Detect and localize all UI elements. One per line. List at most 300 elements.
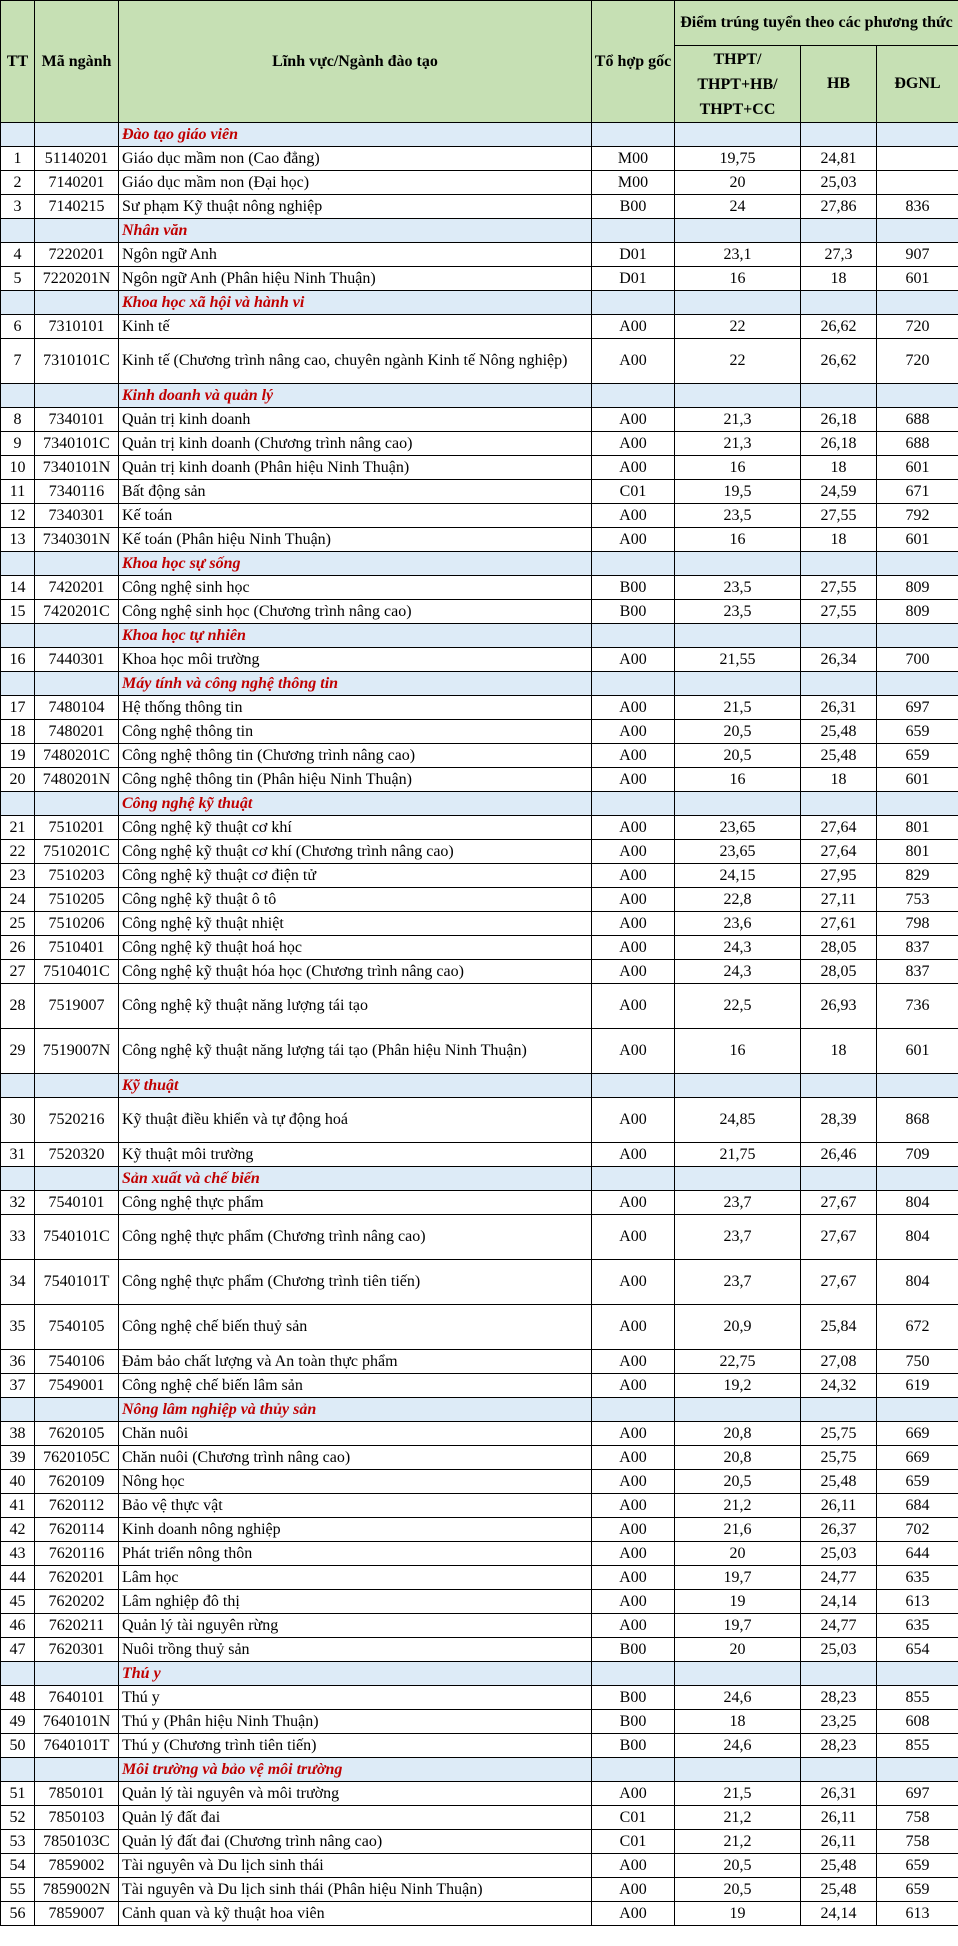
cell-tt: 14 [1,576,35,600]
cell-tt: 6 [1,315,35,339]
cell-tt: 52 [1,1806,35,1830]
table-row [1,1710,958,1734]
table-row [1,1734,958,1758]
cell-name: Tài nguyên và Du lịch sinh thái [119,1854,592,1878]
cell-hb: 27,86 [801,195,877,219]
cell-name: Quản lý đất đai [119,1806,592,1830]
cell-name: Kinh tế [119,315,592,339]
cell-hb: 27,64 [801,816,877,840]
cell-tt: 3 [1,195,35,219]
cell-dgnl: 804 [877,1260,958,1305]
cell-hb: 26,18 [801,432,877,456]
cell-thpt: 23,1 [675,243,801,267]
cell-dgnl: 613 [877,1590,958,1614]
group-empty-cell [675,624,801,648]
cell-combo: A00 [592,1350,675,1374]
table-row [1,1590,958,1614]
cell-thpt: 19 [675,1590,801,1614]
cell-name: Quản lý tài nguyên rừng [119,1614,592,1638]
cell-name: Quản trị kinh doanh (Phân hiệu Ninh Thuận) [119,456,592,480]
cell-dgnl: 601 [877,267,958,291]
cell-combo: A00 [592,315,675,339]
cell-hb: 24,32 [801,1374,877,1398]
cell-hb: 28,05 [801,936,877,960]
cell-thpt: 20,5 [675,1854,801,1878]
cell-thpt: 23,5 [675,600,801,624]
cell-dgnl [877,171,958,195]
table-row [1,1614,958,1638]
cell-code: 7520320 [35,1143,119,1167]
group-empty-cell [35,1662,119,1686]
cell-thpt: 16 [675,267,801,291]
cell-name: Đảm bảo chất lượng và An toàn thực phẩm [119,1350,592,1374]
cell-code: 7620301 [35,1638,119,1662]
cell-thpt: 24,6 [675,1686,801,1710]
cell-hb: 26,18 [801,408,877,432]
group-empty-cell [877,552,958,576]
cell-thpt: 20,5 [675,720,801,744]
table-row [1,696,958,720]
cell-thpt: 24,3 [675,936,801,960]
cell-name: Công nghệ kỹ thuật cơ khí (Chương trình nâng cao) [119,840,592,864]
cell-name: Công nghệ kỹ thuật năng lượng tái tạo [119,984,592,1029]
cell-dgnl: 907 [877,243,958,267]
cell-tt: 33 [1,1215,35,1260]
group-title: Nông lâm nghiệp và thủy sản [119,1398,592,1422]
cell-code: 7480201C [35,744,119,768]
cell-hb: 28,23 [801,1686,877,1710]
cell-dgnl: 659 [877,1470,958,1494]
cell-name: Công nghệ thực phẩm [119,1191,592,1215]
group-empty-cell [877,792,958,816]
group-empty-cell [675,672,801,696]
table-row [1,528,958,552]
group-empty-cell [675,1398,801,1422]
group-row [1,219,958,243]
group-row [1,1758,958,1782]
cell-tt: 48 [1,1686,35,1710]
cell-thpt: 21,55 [675,648,801,672]
cell-hb: 26,37 [801,1518,877,1542]
table-row [1,1191,958,1215]
group-empty-cell [35,384,119,408]
cell-name: Công nghệ chế biến lâm sản [119,1374,592,1398]
cell-name: Kỹ thuật môi trường [119,1143,592,1167]
table-row [1,720,958,744]
cell-code: 7340101 [35,408,119,432]
cell-combo: B00 [592,195,675,219]
cell-thpt: 21,3 [675,408,801,432]
cell-combo: A00 [592,1494,675,1518]
group-empty-cell [592,792,675,816]
cell-hb: 26,11 [801,1494,877,1518]
cell-name: Công nghệ kỹ thuật hóa học (Chương trình nâng cao) [119,960,592,984]
cell-thpt: 19 [675,1902,801,1926]
cell-code: 7510201 [35,816,119,840]
cell-name: Chăn nuôi [119,1422,592,1446]
cell-hb: 26,31 [801,696,877,720]
cell-combo: A00 [592,744,675,768]
table-row [1,1782,958,1806]
group-title: Khoa học xã hội và hành vi [119,291,592,315]
cell-thpt: 23,65 [675,816,801,840]
cell-combo: A00 [592,648,675,672]
cell-thpt: 24,3 [675,960,801,984]
cell-code: 7480104 [35,696,119,720]
cell-thpt: 22 [675,339,801,384]
group-title: Đào tạo giáo viên [119,123,592,147]
cell-code: 7620211 [35,1614,119,1638]
table-row [1,1830,958,1854]
group-row [1,552,958,576]
table-row [1,1494,958,1518]
cell-hb: 25,03 [801,171,877,195]
cell-dgnl: 792 [877,504,958,528]
cell-name: Công nghệ thông tin (Chương trình nâng cao) [119,744,592,768]
cell-dgnl: 659 [877,1878,958,1902]
cell-dgnl: 671 [877,480,958,504]
cell-tt: 36 [1,1350,35,1374]
cell-code: 7420201 [35,576,119,600]
cell-hb: 18 [801,528,877,552]
cell-thpt: 20 [675,171,801,195]
cell-name: Cảnh quan và kỹ thuật hoa viên [119,1902,592,1926]
group-empty-cell [675,291,801,315]
table-row [1,960,958,984]
cell-hb: 26,31 [801,1782,877,1806]
group-empty-cell [675,384,801,408]
cell-name: Công nghệ kỹ thuật hoá học [119,936,592,960]
cell-code: 7480201N [35,768,119,792]
cell-name: Phát triển nông thôn [119,1542,592,1566]
cell-name: Công nghệ thông tin (Phân hiệu Ninh Thuận) [119,768,592,792]
cell-combo: B00 [592,600,675,624]
cell-thpt: 20,8 [675,1422,801,1446]
cell-tt: 8 [1,408,35,432]
cell-hb: 27,08 [801,1350,877,1374]
group-empty-cell [35,624,119,648]
cell-thpt: 23,5 [675,504,801,528]
cell-name: Kỹ thuật điều khiển và tự động hoá [119,1098,592,1143]
cell-thpt: 23,7 [675,1260,801,1305]
cell-thpt: 24,15 [675,864,801,888]
cell-combo: A00 [592,1374,675,1398]
cell-name: Công nghệ thông tin [119,720,592,744]
cell-code: 7540101 [35,1191,119,1215]
cell-name: Thú y (Chương trình tiên tiến) [119,1734,592,1758]
cell-code: 7640101T [35,1734,119,1758]
cell-code: 7620201 [35,1566,119,1590]
cell-thpt: 24,6 [675,1734,801,1758]
group-empty-cell [1,123,35,147]
cell-dgnl: 608 [877,1710,958,1734]
group-empty-cell [801,1758,877,1782]
cell-tt: 49 [1,1710,35,1734]
cell-name: Quản lý đất đai (Chương trình nâng cao) [119,1830,592,1854]
group-empty-cell [1,792,35,816]
cell-dgnl: 688 [877,432,958,456]
group-empty-cell [801,219,877,243]
cell-code: 7620116 [35,1542,119,1566]
cell-combo: A00 [592,1542,675,1566]
group-empty-cell [675,1167,801,1191]
group-row [1,1167,958,1191]
cell-tt: 10 [1,456,35,480]
table-row [1,768,958,792]
cell-tt: 34 [1,1260,35,1305]
cell-tt: 1 [1,147,35,171]
cell-combo: A00 [592,888,675,912]
table-body [1,123,958,1926]
cell-dgnl: 659 [877,744,958,768]
cell-combo: A00 [592,1782,675,1806]
cell-hb: 26,46 [801,1143,877,1167]
group-empty-cell [592,1074,675,1098]
group-empty-cell [35,792,119,816]
cell-tt: 45 [1,1590,35,1614]
group-empty-cell [675,1758,801,1782]
cell-hb: 26,11 [801,1806,877,1830]
cell-combo: B00 [592,1638,675,1662]
cell-tt: 18 [1,720,35,744]
table-row [1,936,958,960]
table-row [1,1446,958,1470]
group-empty-cell [801,624,877,648]
cell-tt: 23 [1,864,35,888]
cell-name: Chăn nuôi (Chương trình nâng cao) [119,1446,592,1470]
group-empty-cell [801,384,877,408]
cell-thpt: 20,5 [675,1878,801,1902]
cell-thpt: 22 [675,315,801,339]
group-empty-cell [35,1074,119,1098]
group-empty-cell [877,1662,958,1686]
cell-combo: A00 [592,339,675,384]
cell-hb: 26,62 [801,315,877,339]
cell-tt: 29 [1,1029,35,1074]
cell-dgnl: 801 [877,816,958,840]
group-empty-cell [1,1167,35,1191]
cell-tt: 19 [1,744,35,768]
cell-dgnl: 798 [877,912,958,936]
cell-dgnl: 702 [877,1518,958,1542]
cell-tt: 5 [1,267,35,291]
table-row [1,1470,958,1494]
cell-dgnl: 758 [877,1830,958,1854]
cell-hb: 18 [801,768,877,792]
group-empty-cell [877,1074,958,1098]
group-empty-cell [592,624,675,648]
table-row [1,1098,958,1143]
cell-name: Thú y (Phân hiệu Ninh Thuận) [119,1710,592,1734]
header-tt: TT [1,1,35,123]
cell-tt: 38 [1,1422,35,1446]
group-empty-cell [1,291,35,315]
cell-combo: B00 [592,576,675,600]
group-empty-cell [675,552,801,576]
cell-combo: A00 [592,912,675,936]
cell-hb: 24,77 [801,1566,877,1590]
cell-combo: A00 [592,1878,675,1902]
cell-combo: M00 [592,147,675,171]
cell-thpt: 21,6 [675,1518,801,1542]
cell-thpt: 19,2 [675,1374,801,1398]
table-row [1,1029,958,1074]
cell-dgnl: 654 [877,1638,958,1662]
cell-tt: 51 [1,1782,35,1806]
group-empty-cell [592,1167,675,1191]
cell-tt: 53 [1,1830,35,1854]
cell-code: 7510203 [35,864,119,888]
cell-tt: 56 [1,1902,35,1926]
cell-code: 7510205 [35,888,119,912]
cell-thpt: 22,75 [675,1350,801,1374]
cell-combo: A00 [592,984,675,1029]
cell-code: 7510401C [35,960,119,984]
group-title: Công nghệ kỹ thuật [119,792,592,816]
table-row [1,1878,958,1902]
table-row [1,1422,958,1446]
cell-combo: C01 [592,480,675,504]
cell-name: Nuôi trồng thuỷ sản [119,1638,592,1662]
table-row [1,1305,958,1350]
cell-name: Hệ thống thông tin [119,696,592,720]
cell-code: 7620105C [35,1446,119,1470]
group-empty-cell [592,672,675,696]
cell-code: 7859002 [35,1854,119,1878]
group-empty-cell [592,1662,675,1686]
cell-name: Công nghệ sinh học (Chương trình nâng cao) [119,600,592,624]
cell-thpt: 22,8 [675,888,801,912]
cell-code: 7340101C [35,432,119,456]
cell-name: Giáo dục mầm non (Đại học) [119,171,592,195]
group-empty-cell [1,552,35,576]
cell-thpt: 20,5 [675,744,801,768]
group-empty-cell [877,219,958,243]
cell-thpt: 21,5 [675,696,801,720]
cell-tt: 43 [1,1542,35,1566]
cell-name: Công nghệ kỹ thuật nhiệt [119,912,592,936]
cell-tt: 7 [1,339,35,384]
cell-combo: A00 [592,432,675,456]
table-row [1,267,958,291]
cell-hb: 24,59 [801,480,877,504]
cell-combo: B00 [592,1710,675,1734]
table-header [1,1,958,123]
cell-combo: A00 [592,528,675,552]
cell-combo: A00 [592,456,675,480]
cell-thpt: 20,5 [675,1470,801,1494]
group-empty-cell [35,1167,119,1191]
group-empty-cell [35,1758,119,1782]
group-empty-cell [1,672,35,696]
cell-name: Công nghệ kỹ thuật năng lượng tái tạo (Phân hiệu Ninh Thuận) [119,1029,592,1074]
group-empty-cell [35,1398,119,1422]
cell-tt: 44 [1,1566,35,1590]
table-row [1,315,958,339]
cell-dgnl: 669 [877,1422,958,1446]
cell-code: 7520216 [35,1098,119,1143]
cell-hb: 27,3 [801,243,877,267]
group-title: Kỹ thuật [119,1074,592,1098]
cell-thpt: 16 [675,456,801,480]
cell-name: Sư phạm Kỹ thuật nông nghiệp [119,195,592,219]
cell-dgnl: 601 [877,768,958,792]
group-empty-cell [1,219,35,243]
table-row [1,864,958,888]
cell-combo: A00 [592,840,675,864]
cell-hb: 27,67 [801,1215,877,1260]
cell-dgnl: 758 [877,1806,958,1830]
group-empty-cell [877,384,958,408]
cell-tt: 46 [1,1614,35,1638]
table-row [1,1566,958,1590]
table-row [1,1350,958,1374]
cell-name: Bảo vệ thực vật [119,1494,592,1518]
table-row [1,600,958,624]
cell-tt: 39 [1,1446,35,1470]
group-empty-cell [1,1074,35,1098]
cell-hb: 28,39 [801,1098,877,1143]
group-empty-cell [801,792,877,816]
cell-combo: A00 [592,504,675,528]
group-empty-cell [801,1398,877,1422]
cell-hb: 27,55 [801,600,877,624]
cell-dgnl [877,147,958,171]
cell-code: 7540106 [35,1350,119,1374]
group-empty-cell [675,792,801,816]
cell-tt: 27 [1,960,35,984]
cell-dgnl: 688 [877,408,958,432]
cell-combo: A00 [592,1902,675,1926]
cell-tt: 9 [1,432,35,456]
cell-tt: 40 [1,1470,35,1494]
table-row [1,1902,958,1926]
cell-thpt: 23,7 [675,1215,801,1260]
cell-tt: 41 [1,1494,35,1518]
table-row [1,432,958,456]
cell-tt: 12 [1,504,35,528]
cell-code: 7640101 [35,1686,119,1710]
cell-code: 7850101 [35,1782,119,1806]
cell-code: 7140201 [35,171,119,195]
cell-combo: A00 [592,1518,675,1542]
cell-code: 7340301N [35,528,119,552]
cell-thpt: 21,75 [675,1143,801,1167]
cell-name: Công nghệ thực phẩm (Chương trình nâng cao) [119,1215,592,1260]
cell-dgnl: 635 [877,1614,958,1638]
table-row [1,171,958,195]
cell-dgnl: 736 [877,984,958,1029]
cell-hb: 24,14 [801,1902,877,1926]
cell-hb: 25,75 [801,1422,877,1446]
header-combo: Tổ hợp gốc [592,1,675,123]
cell-hb: 25,48 [801,720,877,744]
cell-name: Thú y [119,1686,592,1710]
cell-tt: 24 [1,888,35,912]
cell-tt: 16 [1,648,35,672]
cell-combo: C01 [592,1830,675,1854]
cell-dgnl: 837 [877,936,958,960]
cell-name: Công nghệ kỹ thuật cơ khí [119,816,592,840]
cell-code: 7519007 [35,984,119,1029]
cell-tt: 25 [1,912,35,936]
cell-code: 7859002N [35,1878,119,1902]
header-thpt: THPT/ THPT+HB/ THPT+CC [675,46,801,123]
group-empty-cell [675,219,801,243]
group-empty-cell [801,552,877,576]
cell-code: 7220201N [35,267,119,291]
table-row [1,1806,958,1830]
